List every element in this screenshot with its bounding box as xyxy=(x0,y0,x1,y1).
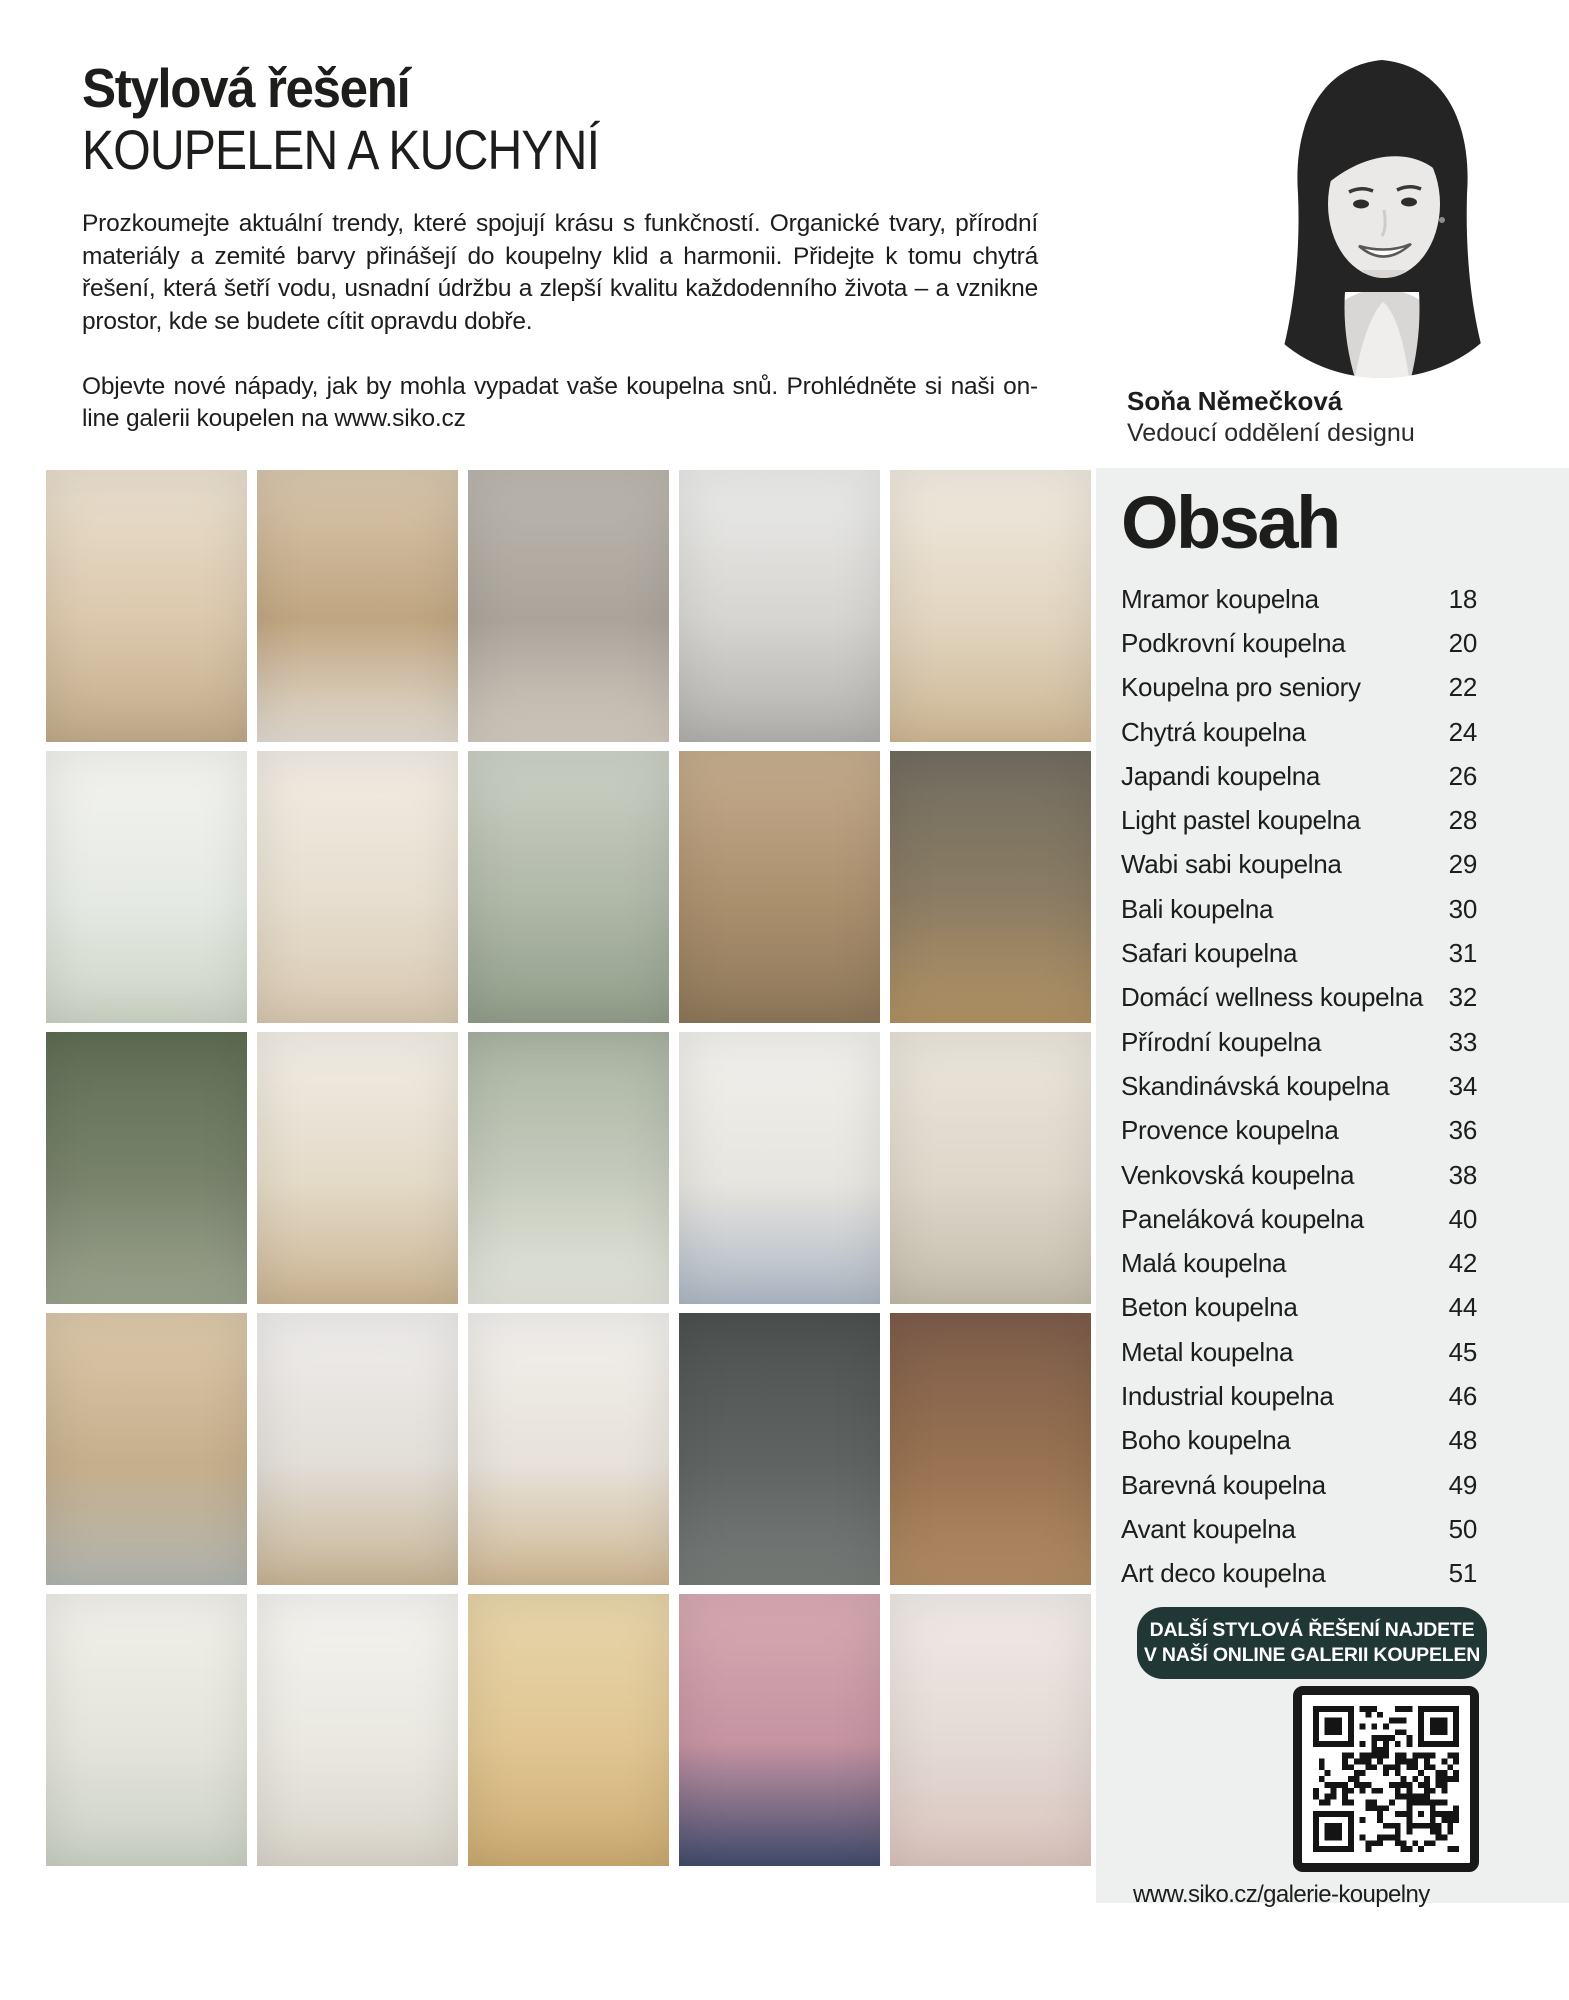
intro-paragraph: Prozkoumejte aktuální trendy, které spojují krásu s funkčností. Organické tvary, přírodní materiály a zemité barvy přinášejí do koupelny klid a harmonii. Přidejte k tomu chytrá řešení, která šetří vodu, usnadní údržbu a zlepší kvalitu každodenního života – a vznikne prostor, kde se budete cítit opravdu dobře. xyxy=(82,210,1038,335)
gallery-url-link[interactable]: www.siko.cz/galerie-koupelny xyxy=(1133,1880,1430,1908)
toc-item-label: Japandi koupelna xyxy=(1121,760,1321,791)
toc-item-page: 44 xyxy=(1448,1292,1477,1323)
bathroom-photo xyxy=(890,470,1091,742)
author-photo xyxy=(1243,52,1521,378)
toc-item-label: Industrial koupelna xyxy=(1121,1380,1334,1411)
toc-item-label: Domácí wellness koupelna xyxy=(1121,982,1424,1013)
bathroom-photo xyxy=(257,1313,458,1585)
toc-item-page: 48 xyxy=(1448,1425,1477,1456)
photo-grid xyxy=(46,470,1091,1866)
toc-item-page: 28 xyxy=(1448,805,1477,836)
bathroom-photo xyxy=(468,1313,669,1585)
toc-item-label: Skandinávská koupelna xyxy=(1121,1070,1390,1101)
toc-item[interactable] xyxy=(1121,1330,1477,1374)
author-name: Soňa Němečková xyxy=(1127,386,1343,416)
portrait-illustration xyxy=(1243,52,1521,378)
toc-item-label: Koupelna pro seniory xyxy=(1121,672,1361,703)
page-title: Stylová řešení xyxy=(82,57,410,119)
toc-item-page: 42 xyxy=(1448,1248,1477,1279)
toc-item-page: 46 xyxy=(1448,1380,1477,1411)
bathroom-photo xyxy=(679,470,880,742)
toc-item-label: Chytrá koupelna xyxy=(1121,716,1306,747)
bathroom-photo xyxy=(46,1032,247,1304)
author-caption xyxy=(1127,386,1415,448)
toc-item[interactable] xyxy=(1121,710,1477,754)
bathroom-photo xyxy=(46,470,247,742)
page-subtitle: KOUPELEN A KUCHYNÍ xyxy=(82,118,600,182)
bathroom-photo xyxy=(468,470,669,742)
toc-item-label: Podkrovní koupelna xyxy=(1121,627,1346,658)
toc-item[interactable] xyxy=(1121,843,1477,887)
toc-item-label: Boho koupelna xyxy=(1121,1425,1291,1456)
bathroom-photo xyxy=(257,1594,458,1866)
bathroom-photo xyxy=(257,1032,458,1304)
qr-pattern xyxy=(1313,1706,1459,1852)
toc-item-label: Venkovská koupelna xyxy=(1121,1159,1355,1190)
toc-item[interactable] xyxy=(1121,1286,1477,1330)
toc-item[interactable] xyxy=(1121,1374,1477,1418)
toc-item-page: 49 xyxy=(1448,1469,1477,1500)
toc-item-label: Avant koupelna xyxy=(1121,1513,1296,1544)
toc-panel xyxy=(1096,468,1569,1908)
bathroom-photo xyxy=(468,1032,669,1304)
toc-item-page: 26 xyxy=(1448,760,1477,791)
toc-item[interactable] xyxy=(1121,887,1477,931)
toc-item[interactable] xyxy=(1121,1419,1477,1463)
toc-item-label: Mramor koupelna xyxy=(1121,583,1319,614)
toc-item[interactable] xyxy=(1121,1463,1477,1507)
toc-item-page: 33 xyxy=(1448,1026,1477,1057)
toc-item-page: 24 xyxy=(1448,716,1477,747)
toc-item-label: Malá koupelna xyxy=(1121,1248,1287,1279)
toc-item-page: 40 xyxy=(1448,1203,1477,1234)
bathroom-photo xyxy=(46,1313,247,1585)
toc-item[interactable] xyxy=(1121,577,1477,621)
toc-item-label: Light pastel koupelna xyxy=(1121,805,1361,836)
toc-item-label: Wabi sabi koupelna xyxy=(1121,849,1342,880)
toc-item[interactable] xyxy=(1121,1241,1477,1285)
toc-item-label: Metal koupelna xyxy=(1121,1336,1294,1367)
bathroom-photo xyxy=(679,1313,880,1585)
bathroom-photo xyxy=(890,1313,1091,1585)
toc-item-page: 45 xyxy=(1448,1336,1477,1367)
bathroom-photo xyxy=(468,751,669,1023)
toc-item-page: 32 xyxy=(1448,982,1477,1013)
bathroom-photo xyxy=(46,751,247,1023)
online-gallery-banner xyxy=(1137,1607,1487,1679)
toc-item[interactable] xyxy=(1121,1153,1477,1197)
toc-item[interactable] xyxy=(1121,976,1477,1020)
toc-item-page: 50 xyxy=(1448,1513,1477,1544)
toc-item-label: Paneláková koupelna xyxy=(1121,1203,1364,1234)
toc-item[interactable] xyxy=(1121,1064,1477,1108)
bathroom-photo xyxy=(257,751,458,1023)
toc-list xyxy=(1121,577,1477,1596)
toc-item-page: 31 xyxy=(1448,938,1477,969)
toc-item-page: 36 xyxy=(1448,1115,1477,1146)
toc-item-page: 30 xyxy=(1448,893,1477,924)
banner-line1: DALŠÍ STYLOVÁ ŘEŠENÍ NAJDETE xyxy=(1149,1618,1475,1641)
toc-item-label: Beton koupelna xyxy=(1121,1292,1298,1323)
bathroom-photo xyxy=(679,751,880,1023)
qr-code xyxy=(1293,1686,1479,1872)
toc-item-page: 51 xyxy=(1448,1558,1477,1589)
bathroom-photo xyxy=(890,751,1091,1023)
toc-item-label: Bali koupelna xyxy=(1121,893,1274,924)
toc-item[interactable] xyxy=(1121,666,1477,710)
toc-item-label: Přírodní koupelna xyxy=(1121,1026,1322,1057)
toc-item[interactable] xyxy=(1121,1109,1477,1153)
toc-item-label: Barevná koupelna xyxy=(1121,1469,1326,1500)
toc-item[interactable] xyxy=(1121,754,1477,798)
toc-item[interactable] xyxy=(1121,1552,1477,1596)
toc-item-page: 34 xyxy=(1448,1070,1477,1101)
toc-item[interactable] xyxy=(1121,1020,1477,1064)
toc-item[interactable] xyxy=(1121,931,1477,975)
toc-item[interactable] xyxy=(1121,798,1477,842)
toc-title: Obsah xyxy=(1121,481,1339,564)
bathroom-photo xyxy=(890,1032,1091,1304)
toc-item-page: 18 xyxy=(1448,583,1477,614)
bathroom-photo xyxy=(46,1594,247,1866)
toc-item-page: 29 xyxy=(1448,849,1477,880)
author-role: Vedoucí oddělení designu xyxy=(1127,419,1415,447)
banner-line2: V NAŠÍ ONLINE GALERII KOUPELEN xyxy=(1143,1643,1481,1666)
toc-item-label: Provence koupelna xyxy=(1121,1115,1339,1146)
bathroom-photo xyxy=(679,1594,880,1866)
bathroom-photo xyxy=(257,470,458,742)
bathroom-photo xyxy=(890,1594,1091,1866)
cta-paragraph: Objevte nové nápady, jak by mohla vypadat vaše koupelna snů. Prohlédněte si naši on-line galerii koupelen na www.siko.cz xyxy=(82,372,1038,433)
toc-item-label: Safari koupelna xyxy=(1121,938,1298,969)
bathroom-photo xyxy=(679,1032,880,1304)
toc-item-page: 38 xyxy=(1448,1159,1477,1190)
toc-item-page: 22 xyxy=(1448,672,1477,703)
toc-item-label: Art deco koupelna xyxy=(1121,1558,1326,1589)
page-header xyxy=(82,57,1038,436)
toc-item[interactable] xyxy=(1121,1197,1477,1241)
toc-item[interactable] xyxy=(1121,621,1477,665)
toc-item-page: 20 xyxy=(1448,627,1477,658)
toc-item[interactable] xyxy=(1121,1507,1477,1551)
bathroom-photo xyxy=(468,1594,669,1866)
